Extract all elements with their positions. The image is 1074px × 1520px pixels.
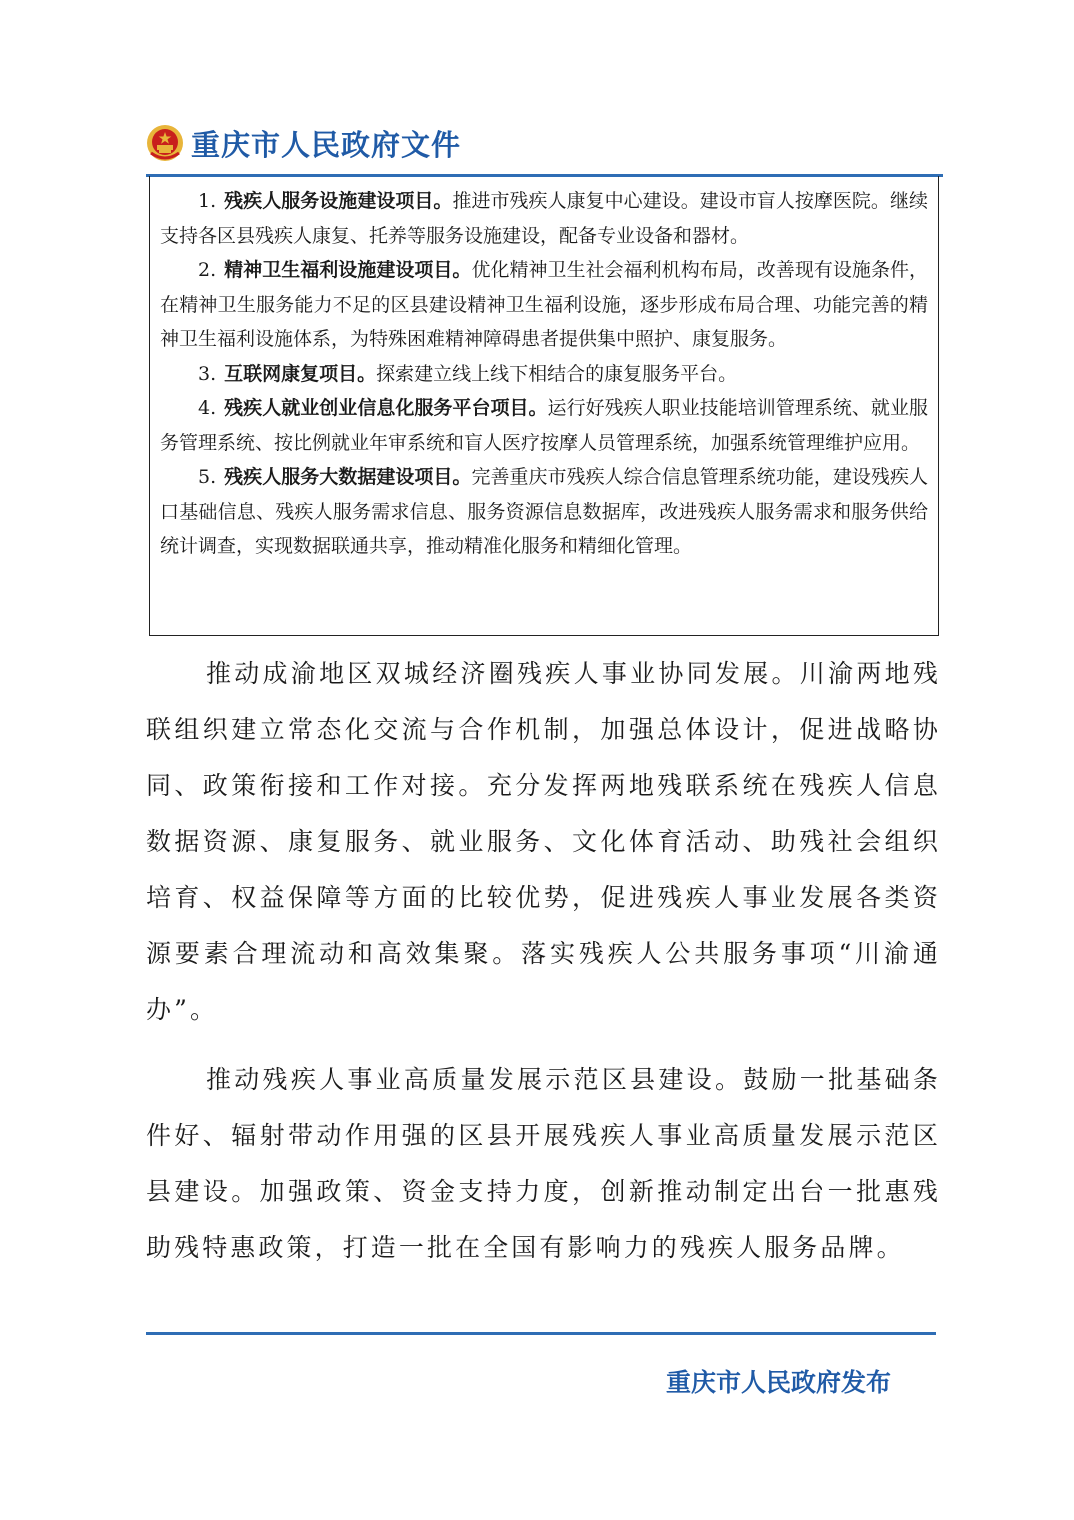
body-paragraph: 推动成渝地区双城经济圈残疾人事业协同发展。川渝两地残联组织建立常态化交流与合作机制，加强总体设计，促进战略协同、政策衔接和工作对接。充分发挥两地残联系统在残疾人信息数据资源、康复服务、就业服务、文化体育活动、助残社会组织培育、权益保障等方面的比较优势，促进残疾人事业发展各类资源要素合理流动和高效集聚。落实残疾人公共服务事项“川渝通办”。 xyxy=(146,659,941,1024)
project-item: 2. 精神卫生福利设施建设项目。优化精神卫生社会福利机构布局，改善现有设施条件，在精神卫生服务能力不足的区县建设精神卫生福利设施，逐步形成布局合理、功能完善的精神卫生福利设施体系，为特殊困难精神障碍患者提供集中照护、康复服务。 xyxy=(160,259,928,350)
project-item-title: 残疾人服务大数据建设项目。 xyxy=(224,466,472,488)
project-item-title: 互联网康复项目。 xyxy=(224,362,377,385)
project-item-text: 优化精神卫生社会福利机构布局，改善现有设施条件，在精神卫生服务能力不足的区县建设精神卫生福利设施，逐步形成布局合理、功能完善的精神卫生福利设施体系，为特殊困难精神障碍患者提供集中照护、康复服务。 xyxy=(160,259,928,350)
project-item: 3. 互联网康复项目。探索建立线上线下相结合的康复服务平台。 xyxy=(198,362,738,385)
national-emblem-icon xyxy=(145,123,185,163)
project-item-text: 推进市残疾人康复中心建设。建设市盲人按摩医院。继续支持各区县残疾人康复、托养等服务设施建设，配备专业设备和器材。 xyxy=(160,190,928,247)
footer-divider xyxy=(146,1332,936,1335)
project-item-title: 残疾人就业创业信息化服务平台项目。 xyxy=(224,397,548,419)
document-header xyxy=(145,118,461,168)
project-item-text: 探索建立线上线下相结合的康复服务平台。 xyxy=(376,362,738,385)
project-item: 4. 残疾人就业创业信息化服务平台项目。运行好残疾人职业技能培训管理系统、就业服务管理系统、按比例就业年审系统和盲人医疗按摩人员管理系统，加强系统管理维护应用。 xyxy=(160,397,928,454)
project-item: 5. 残疾人服务大数据建设项目。完善重庆市残疾人综合信息管理系统功能，建设残疾人口基础信息、残疾人服务需求信息、服务资源信息数据库，改进残疾人服务需求和服务供给统计调查，实现数据联通共享，推动精准化服务和精细化管理。 xyxy=(160,466,928,557)
document-header-title: 重庆市人民政府文件 xyxy=(191,127,462,162)
body-paragraph: 推动残疾人事业高质量发展示范区县建设。鼓励一批基础条件好、辐射带动作用强的区县开展残疾人事业高质量发展示范区县建设。加强政策、资金支持力度，创新推动制定出台一批惠残助残特惠政策，打造一批在全国有影响力的残疾人服务品牌。 xyxy=(146,1065,941,1262)
project-item-text: 运行好残疾人职业技能培训管理系统、就业服务管理系统、按比例就业年审系统和盲人医疗按摩人员管理系统，加强系统管理维护应用。 xyxy=(160,397,928,454)
project-item: 1. 残疾人服务设施建设项目。推进市残疾人康复中心建设。建设市盲人按摩医院。继续支持各区县残疾人康复、托养等服务设施建设，配备专业设备和器材。 xyxy=(160,190,928,247)
publisher-label: 重庆市人民政府发布 xyxy=(665,1368,891,1397)
project-item-text: 完善重庆市残疾人综合信息管理系统功能，建设残疾人口基础信息、残疾人服务需求信息、服务资源信息数据库，改进残疾人服务需求和服务供给统计调查，实现数据联通共享，推动精准化服务和精细化管理。 xyxy=(160,466,928,557)
project-item-title: 残疾人服务设施建设项目。 xyxy=(224,190,453,212)
project-item-title: 精神卫生福利设施建设项目。 xyxy=(224,259,472,281)
project-list-box xyxy=(149,176,939,636)
document-body xyxy=(146,646,941,1276)
